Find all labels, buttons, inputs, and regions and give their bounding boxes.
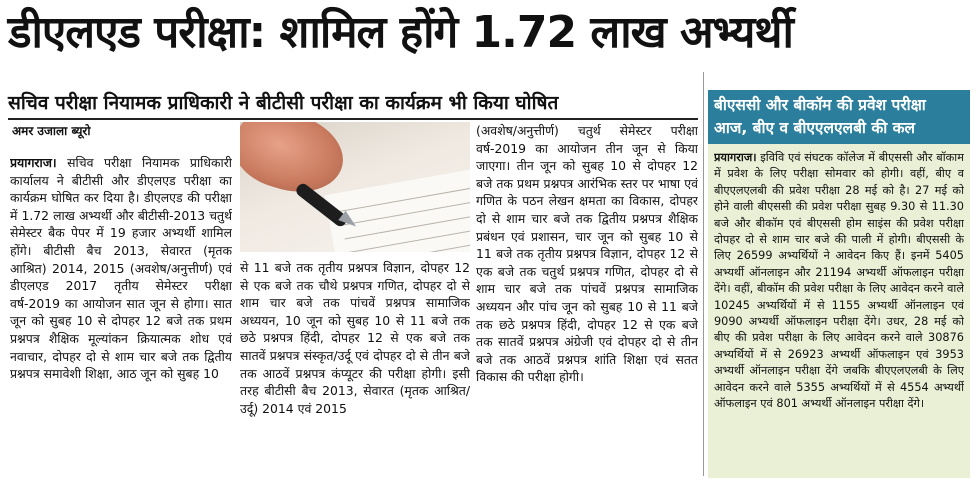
article-photo [240,122,470,252]
sidebar-text: इविवि एवं संघटक कॉलेज में बीएससी और बॉकाम में प्रवेश के लिए परीक्षा सोमवार को होगी। वहीं, बीए व बीएएलएलबी की प्रवेश परीक्षा 28 मई को है। 27 मई को होने वाली बीएससी की प्रवेश परीक्षा सुबह 9.30 से 11.30 बजे और बीकॉम एवं बीएससी होम साइंस की प्रवेश परीक्षा दोपहर दो से शाम चार बजे की पाली में होगी। बीएससी के लिए 26599 अभ्यर्थियों ने आवेदन किए हैं। इनमें 5405 अभ्यर्थी ऑनलाइन और 21194 अभ्यर्थी ऑफलाइन परीक्षा देंगे। वहीं, बीकॉम की प्रवेश परीक्षा के लिए आवेदन करने वाले 10245 अभ्यर्थियों में से 1155 अभ्यर्थी ऑनलाइन एवं 9090 अभ्यर्थी ऑफलाइन परीक्षा देंगे। उधर, 28 मई को बीए की प्रवेश परीक्षा के लिए आवेदन करने वाले 30876 अभ्यर्थियों में से 26923 अभ्यर्थी ऑफलाइन एवं 3953 अभ्यर्थी ऑनलाइन परीक्षा देंगे जबकि बीएएलएलबी के लिए आवेदन करने वाले 5355 अभ्यर्थियों में से 4554 अभ्यर्थी ऑफलाइन एवं 801 अभ्यर्थी ऑनलाइन परीक्षा देंगे। [714,151,964,411]
sidebar-title-line-2: आज, बीए व बीएएलएलबी की कल [714,119,916,137]
byline: अमर उजाला ब्यूरो [12,124,91,138]
headline: डीएलएड परीक्षा: शामिल होंगे 1.72 लाख अभ्यर्थी [8,7,793,58]
paper-sheet [325,162,470,252]
subheadline: सचिव परीक्षा नियामक प्राधिकारी ने बीटीसी परीक्षा का कार्यक्रम भी किया घोषित [8,92,559,114]
sidebar-box [708,90,970,478]
divider-rule [8,118,698,120]
article-column-1 [10,154,232,476]
article-text-1: सचिव परीक्षा नियामक प्राधिकारी कार्यालय ने बीटीसी और डीएलएड परीक्षा का कार्यक्रम घोषित कर दिया है। डीएलएड की परीक्षा में 1.72 लाख अभ्यर्थी और बीटीसी-2013 चतुर्थ सेमेस्टर बैक पेपर में 19 हजार अभ्यर्थी शामिल होंगे। बीटीसी बैच 2013, सेवारत (मृतक आश्रित) 2014, 2015 (अवशेष/अनुत्तीर्ण) एवं डीएलएड 2017 तृतीय सेमेस्टर परीक्षा वर्ष-2019 का आयोजन सात जून से होगा। सात जून को सुबह 10 से दोपहर 12 बजे तक प्रथम प्रश्नपत्र शैक्षिक मूल्यांकन क्रियात्मक शोध एवं नवाचार, दोपहर दो से शाम चार बजे तक द्वितीय प्रश्नपत्र समावेशी शिक्षा, आठ जून को सुबह 10 [10,155,232,382]
dateline: प्रयागराज। [10,155,57,170]
article-column-3: (अवशेष/अनुत्तीर्ण) चतुर्थ सेमेस्टर परीक्षा वर्ष-2019 का आयोजन तीन जून से किया जाएगा। तीन जून को सुबह 10 से दोपहर 12 बजे तक प्रथम प्रश्नपत्र आरंभिक स्तर पर भाषा एवं गणित के पठन लेखन क्षमता का विकास, दोपहर दो से शाम चार बजे तक द्वितीय प्रश्नपत्र शैक्षिक प्रबंधन एवं प्रशासन, चार जून को सुबह 10 से 11 बजे तक तृतीय प्रश्नपत्र विज्ञान, दोपहर 12 से एक बजे तक चतुर्थ प्रश्नपत्र गणित, दोपहर दो से शाम चार बजे तक पांचवें प्रश्नपत्र सामाजिक अध्ययन और पांच जून को सुबह 10 से 11 बजे तक छठे प्रश्नपत्र हिंदी, दोपहर 12 से एक बजे तक सातवें प्रश्नपत्र अंग्रेजी एवं दोपहर दो से तीन बजे तक आठवें प्रश्नपत्र शांति शिक्षा एवं सतत विकास की परीक्षा होगी। [476,123,698,385]
sidebar-title-line-1: बीएससी और बीकॉम की प्रवेश परीक्षा [714,96,926,114]
sidebar-body [714,150,964,476]
sidebar-dateline: प्रयागराज। [714,151,757,164]
sidebar-title [708,90,970,144]
column-separator [703,72,704,476]
article-column-2: से 11 बजे तक तृतीय प्रश्नपत्र विज्ञान, दोपहर 12 से एक बजे तक चौथे प्रश्नपत्र गणित, दोपहर दो से शाम चार बजे तक पांचवें प्रश्नपत्र सामाजिक अध्ययन, 10 जून को सुबह 10 से 11 बजे तक छठे प्रश्नपत्र हिंदी, दोपहर 12 से एक बजे तक सातवें प्रश्नपत्र संस्कृत/उर्दू एवं दोपहर दो से तीन बजे तक आठवें प्रश्नपत्र कंप्यूटर की परीक्षा होगी। इसी तरह बीटीसी बैच 2013, सेवारत (मृतक आश्रित/उर्दू) 2014 एवं 2015 [240,260,470,416]
